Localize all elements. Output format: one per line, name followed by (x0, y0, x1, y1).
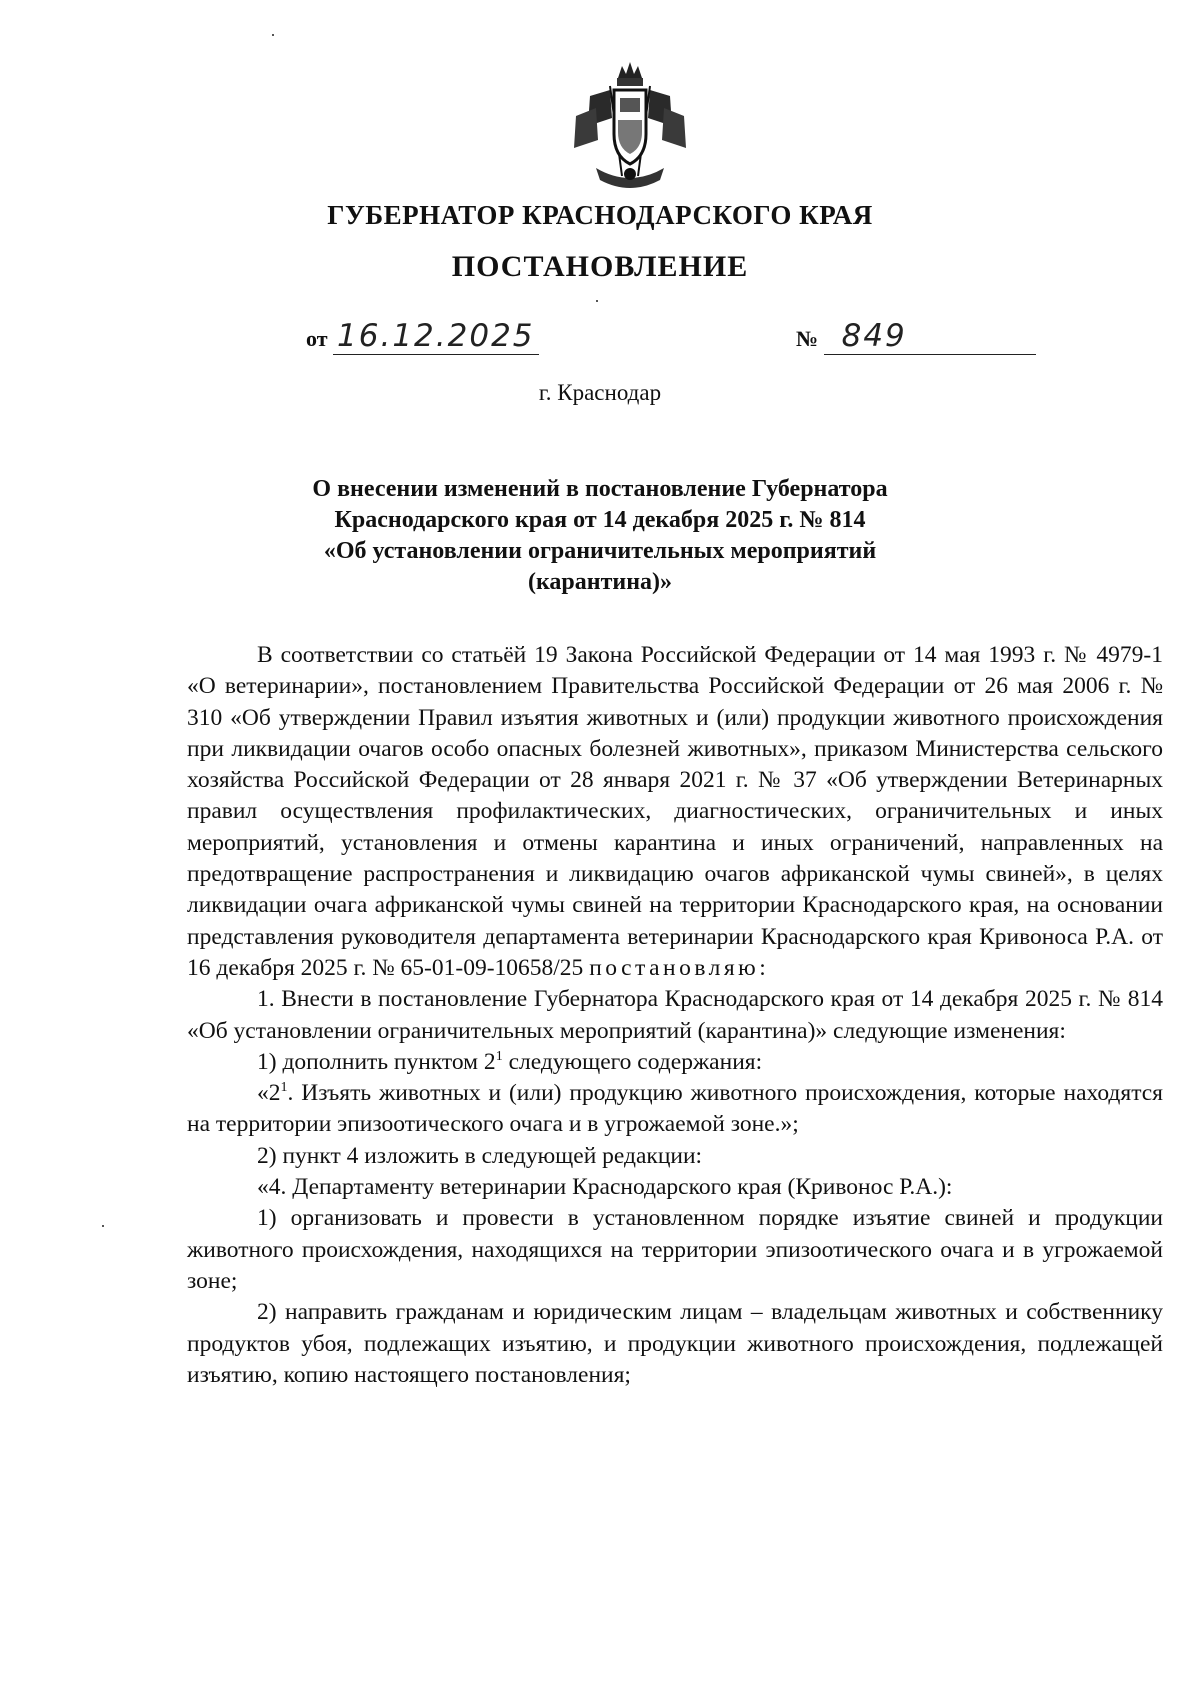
item-2-1-prefix: «2 (257, 1080, 281, 1107)
city: г. Краснодар (538, 380, 662, 405)
item-1-2: 2) пункт 4 изложить в следующей редакции: (257, 1142, 703, 1169)
date-prefix: от (306, 326, 328, 351)
title-line: «Об установлении ограничительных мероприятий (323, 538, 877, 564)
document-type: ПОСТАНОВЛЕНИЕ (451, 250, 749, 283)
item-4-1: 1) организовать и провести в установленном порядке изъятие свиней и продукции животного происхождения, находящихся на территории эпизоотического очага и в угрожаемой зоне; (187, 1205, 1163, 1294)
scan-speck (102, 1225, 104, 1227)
item-1-1-text: 1) дополнить пунктом 2 (257, 1048, 496, 1075)
resolve-word: постановляю: (589, 954, 770, 981)
item-2-1-text: . Изъять животных и (или) продукцию животного происхождения, которые находятся на территории эпизоотического очага и в угрожаемой зоне.»; (187, 1080, 1163, 1138)
title-line: Краснодарского края от 14 декабря 2025 г. № 814 (334, 507, 866, 533)
coat-of-arms-emblem (560, 56, 700, 196)
document-title (0, 474, 1200, 598)
title-line: О внесении изменений в постановление Губернатора (312, 476, 888, 502)
scan-speck (596, 300, 598, 302)
document-body (187, 640, 1163, 1391)
superscript: 1 (495, 1049, 503, 1065)
superscript: 1 (280, 1080, 288, 1096)
item-1: 1. Внести в постановление Губернатора Краснодарского края от 14 декабря 2025 г. № 814 «Об установлении ограничительных мероприятий (карантина)» следующие изменения: (187, 986, 1163, 1044)
item-1-1 (187, 1047, 1163, 1078)
title-line: (карантина)» (527, 569, 673, 595)
item-1-1-tail: следующего содержания: (502, 1048, 763, 1075)
number-line (796, 318, 1036, 355)
date-value: 16.12.2025 (333, 318, 539, 355)
issuing-authority: ГУБЕРНАТОР КРАСНОДАРСКОГО КРАЯ (327, 200, 873, 230)
date-line (306, 318, 539, 355)
item-4-2: 2) направить гражданам и юридическим лицам – владельцам животных и собственнику продуктов убоя, подлежащих изъятию, и продукции животного происхождения, подлежащей изъятию, копию настоящего постановления; (187, 1299, 1163, 1388)
number-value: 849 (824, 318, 1036, 355)
item-2-1-quote (187, 1078, 1163, 1141)
preamble-paragraph (187, 640, 1163, 984)
preamble-text: В соответствии со статьёй 19 Закона Российской Федерации от 14 мая 1993 г. № 4979-1 «О ветеринарии», постановлением Правительства Российской Федерации от 26 мая 2006 г. № 310 «Об утверждении Правил изъятия животных и (или) продукции животного происхождения при ликвидации очагов особо опасных болезней животных», приказом Министерства сельского хозяйства Российской Федерации от 28 января 2021 г. № 37 «Об утверждении Ветеринарных правил осуществления профилактических, диагностических, ограничительных и иных мероприятий, установления и отмены карантина и иных ограничений, направленных на предотвращение распространения и ликвидацию очагов африканской чумы свиней», в целях ликвидации очага африканской чумы свиней на территории Краснодарского края, на основании представления руководителя департамента ветеринарии Краснодарского края Кривоноса Р.А. от 16 декабря 2025 г. № 65-01-09-10658/25 (187, 642, 1163, 981)
scan-speck (272, 34, 274, 36)
number-prefix: № (796, 326, 819, 351)
item-4: «4. Департаменту ветеринарии Краснодарского края (Кривонос Р.А.): (257, 1174, 953, 1201)
